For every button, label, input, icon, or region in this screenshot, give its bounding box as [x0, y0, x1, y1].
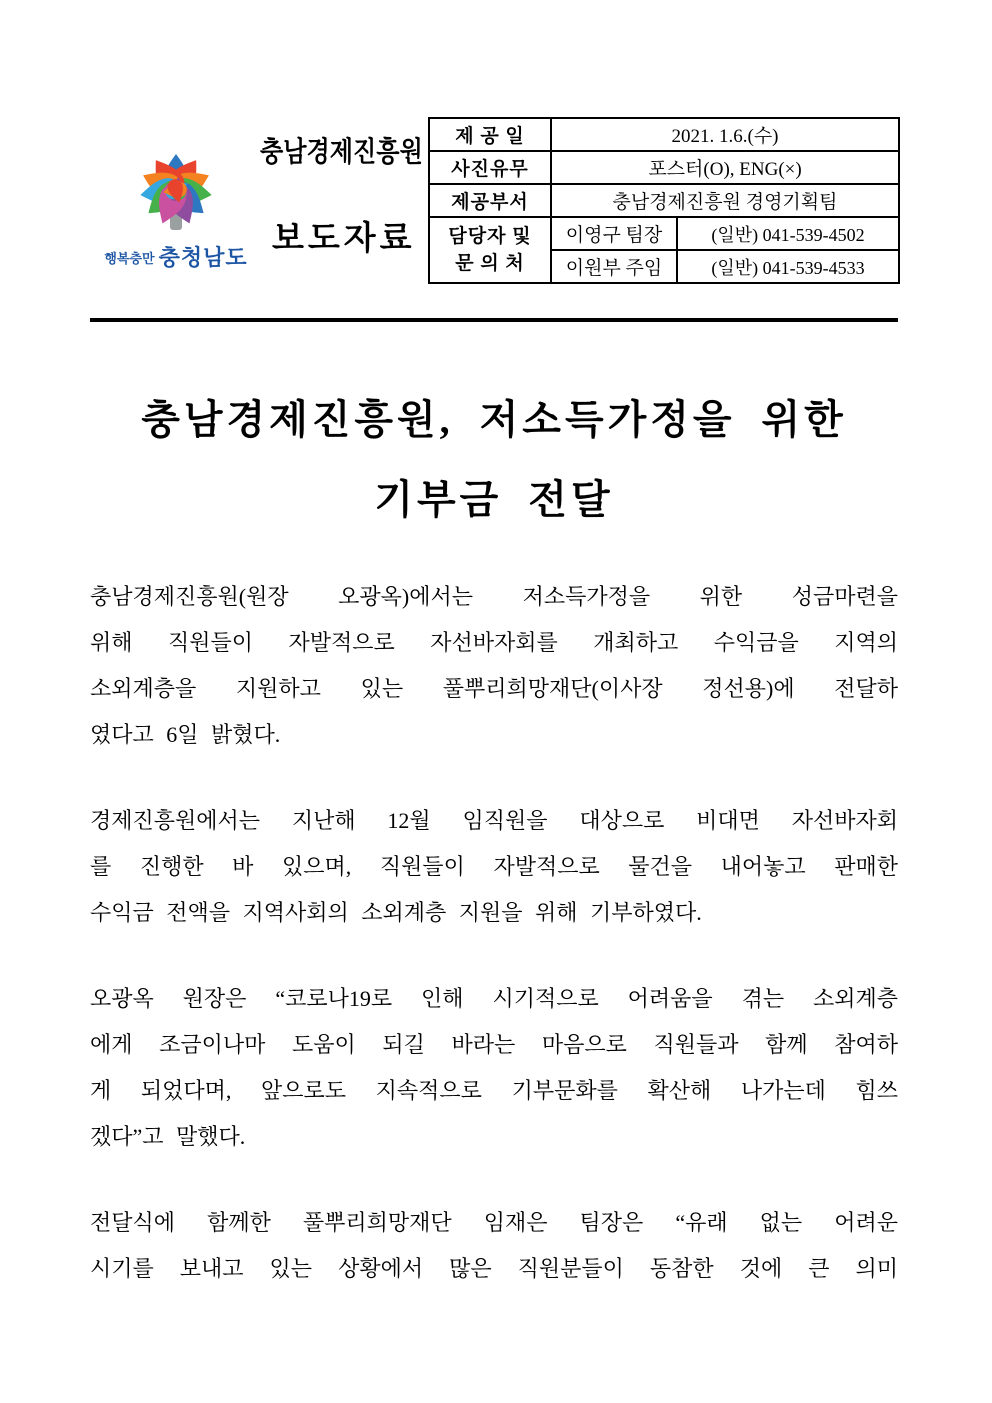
contact-label-line2: 문 의 처 — [455, 253, 525, 274]
table-row-providing-dept — [429, 184, 899, 217]
press-info-table — [428, 117, 900, 284]
table-row-provided-date — [429, 118, 899, 151]
body-paragraph-1 — [90, 574, 898, 758]
provided-date-label: 제 공 일 — [429, 118, 551, 151]
contact-phone-2: (일반) 041-539-4533 — [677, 250, 899, 283]
table-row-photo-status — [429, 151, 899, 184]
providing-dept-value: 충남경제진흥원 경영기획팀 — [551, 184, 899, 217]
provided-date-value: 2021. 1.6.(수) — [551, 118, 899, 151]
body-line: 경제진흥원에서는 지난해 12월 임직원을 대상으로 비대면 자선바자회 — [90, 808, 898, 833]
header-divider-rule — [90, 318, 898, 322]
photo-status-label: 사진유무 — [429, 151, 551, 184]
body-line: 를 진행한 바 있으며, 직원들이 자발적으로 물건을 내어놓고 판매한 — [90, 854, 898, 879]
body-line: 오광옥 원장은 “코로나19로 인해 시기적으로 어려움을 겪는 소외계층 — [90, 986, 898, 1011]
body-line: 충남경제진흥원(원장 오광옥)에서는 저소득가정을 위한 성금마련을 — [90, 584, 898, 609]
body-paragraph-4 — [90, 1200, 898, 1292]
agency-name: 충남경제진흥원 — [260, 137, 423, 168]
body-line: 였다고 6일 밝혔다. — [90, 722, 281, 747]
body-line: 에게 조금이나마 도움이 되길 바라는 마음으로 직원들과 함께 참여하 — [90, 1032, 898, 1057]
body-line: 겠다”고 말했다. — [90, 1124, 246, 1149]
table-row-contact-1 — [429, 217, 899, 250]
body-text — [90, 574, 898, 1292]
document-body — [90, 380, 898, 1292]
logo-org-name: 충청남도 — [158, 245, 248, 270]
body-line: 전달식에 함께한 풀뿌리희망재단 임재은 팀장은 “유래 없는 어려운 — [90, 1210, 898, 1235]
contact-label — [429, 217, 551, 283]
contact-name-2: 이원부 주임 — [551, 250, 677, 283]
body-paragraph-3 — [90, 976, 898, 1160]
body-line: 시기를 보내고 있는 상황에서 많은 직원분들이 동참한 것에 큰 의미 — [90, 1256, 898, 1281]
photo-status-value: 포스터(O), ENG(×) — [551, 151, 899, 184]
document-header — [0, 0, 992, 318]
logo-wordmark — [96, 241, 256, 272]
body-paragraph-2 — [90, 798, 898, 936]
body-line: 위해 직원들이 자발적으로 자선바자회를 개최하고 수익금을 지역의 — [90, 630, 898, 655]
page-title — [90, 380, 898, 540]
body-line: 수익금 전액을 지역사회의 소외계층 지원을 위해 기부하였다. — [90, 900, 702, 925]
contact-name-1: 이영구 팀장 — [551, 217, 677, 250]
chungcheongnam-do-logo — [96, 144, 256, 272]
body-line: 게 되었다며, 앞으로도 지속적으로 기부문화를 확산해 나가는데 힘쓰 — [90, 1078, 898, 1103]
logo-tagline: 행복충만 — [104, 251, 155, 266]
body-line: 소외계층을 지원하고 있는 풀뿌리희망재단(이사장 정선용)에 전달하 — [90, 676, 898, 701]
title-line-2: 기부금 전달 — [374, 477, 614, 522]
contact-phone-1: (일반) 041-539-4502 — [677, 217, 899, 250]
contact-label-line1: 담당자 및 — [448, 226, 532, 247]
tree-logo-icon — [112, 144, 240, 240]
providing-dept-label: 제공부서 — [429, 184, 551, 217]
doc-type-label: 보도자료 — [272, 221, 416, 257]
title-line-1: 충남경제진흥원, 저소득가정을 위한 — [141, 397, 847, 442]
